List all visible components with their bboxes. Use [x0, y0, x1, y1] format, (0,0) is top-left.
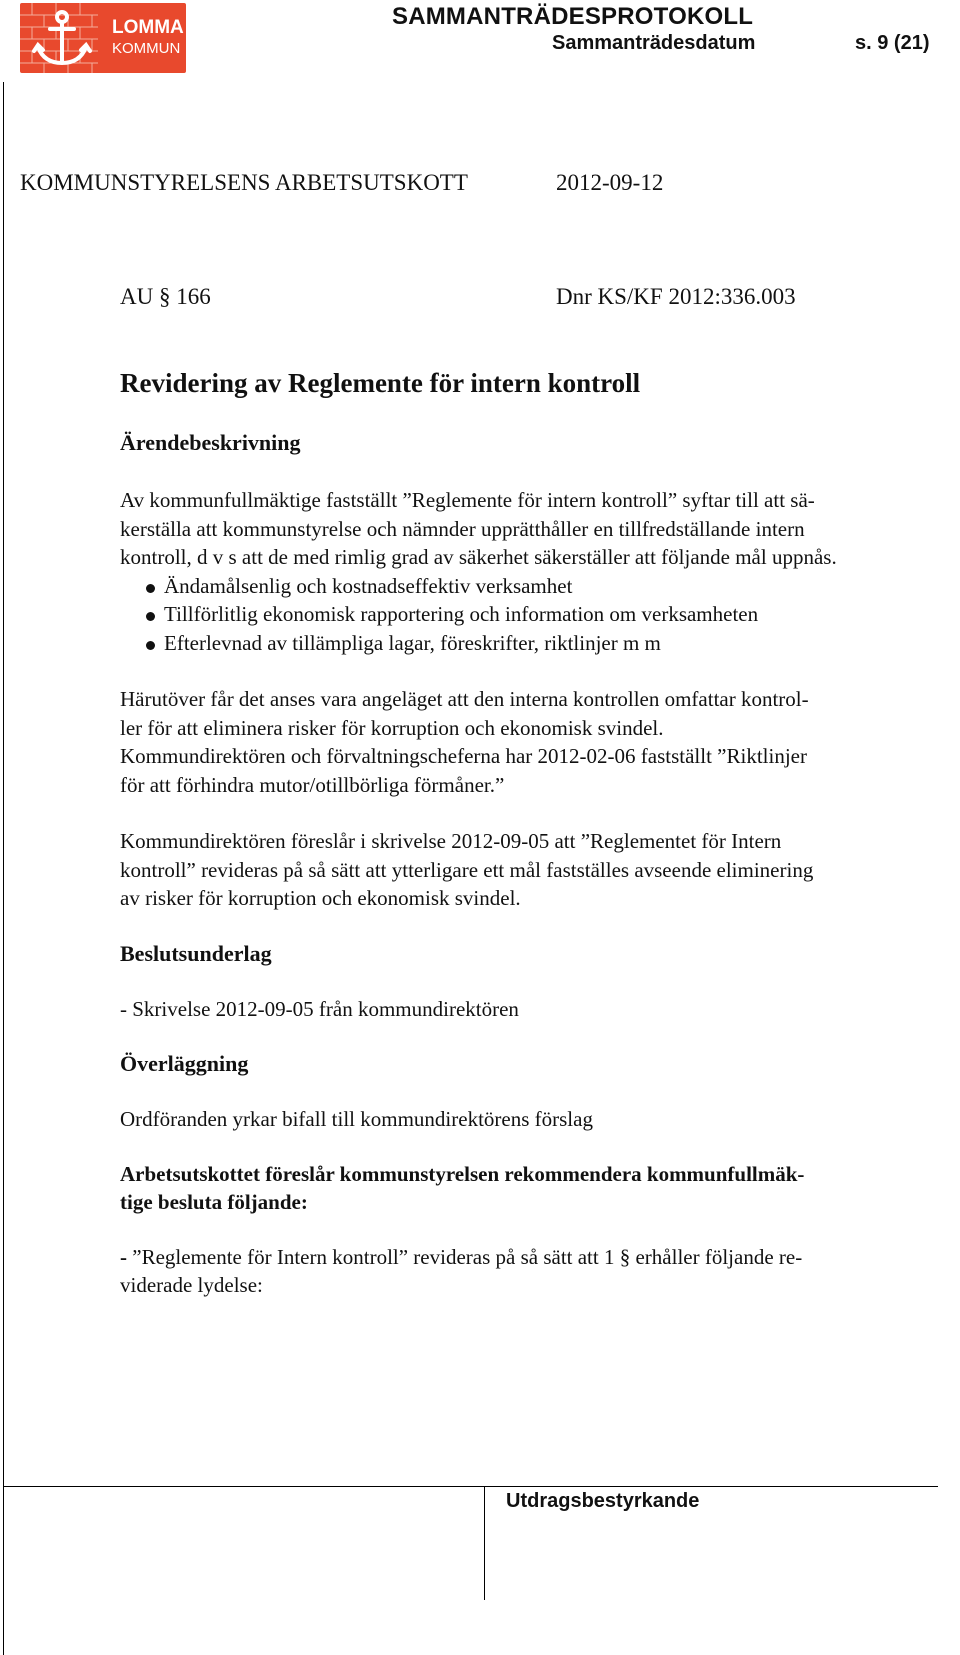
- bullet-icon: [146, 584, 155, 593]
- description-paragraph-3: Kommundirektören föreslår i skrivelse 2012-09-05 att ”Reglementet för Intern kontroll” revideras på så sätt att ytterligare ett mål fastställes avseende eliminering av risker för korruption och ekonomisk svindel.: [120, 829, 814, 910]
- bullet-icon: [146, 612, 155, 621]
- logo-graphic: [20, 3, 186, 73]
- item-title: Revidering av Reglemente för intern kontroll: [120, 368, 641, 398]
- description-heading: Ärendebeskrivning: [120, 430, 301, 455]
- list-item: Efterlevnad av tillämpliga lagar, föreskrifter, riktlinjer m m: [120, 629, 940, 658]
- committee-name: KOMMUNSTYRELSENS ARBETSUTSKOTT: [20, 170, 468, 195]
- description-paragraph-2: Härutöver får det anses vara angeläget att den interna kontrollen omfattar kontrol- ler för att eliminera risker för korruption och ekonomisk svindel. Kommundirektören och förvaltningscheferna har 2012-02-06 fastställt ”Riktlinjer för att förhindra mutor/otillbörliga förmåner.”: [120, 687, 809, 797]
- meeting-date-label: Sammanträdesdatum: [552, 32, 756, 54]
- left-border-line: [3, 82, 4, 1655]
- svg-text:KOMMUN: KOMMUN: [112, 40, 181, 57]
- footer-column-divider: [484, 1486, 485, 1600]
- decision-text: - ”Reglemente för Intern kontroll” revideras på så sätt att 1 § erhåller följande re- viderade lydelse:: [120, 1244, 803, 1297]
- deliberation-text: Ordföranden yrkar bifall till kommundirektörens förslag: [120, 1107, 593, 1131]
- bullet-icon: [146, 641, 155, 650]
- item-content: [120, 428, 940, 1300]
- list-item: Tillförlitlig ekonomisk rapportering och information om verksamheten: [120, 600, 940, 629]
- certification-label: Utdragsbestyrkande: [506, 1490, 700, 1512]
- svg-text:LOMMA: LOMMA: [112, 17, 184, 38]
- page-number: s. 9 (21): [855, 32, 930, 54]
- protocol-title: SAMMANTRÄDESPROTOKOLL: [392, 3, 754, 30]
- goal-list: [120, 572, 940, 658]
- description-paragraph-1: Av kommunfullmäktige fastställt ”Reglemente för intern kontroll” syftar till att sä- kerställa att kommunstyrelse och nämnder upprätthåller en tillfredställande intern kontroll, d v s att de med rimlig grad av säkerhet säkerställer att följande mål uppnås.: [120, 488, 837, 569]
- deliberation-heading: Överläggning: [120, 1051, 249, 1076]
- footer-divider: [3, 1486, 938, 1487]
- item-number: AU § 166: [120, 284, 211, 309]
- meeting-date: 2012-09-12: [556, 170, 664, 195]
- list-item: Ändamålsenlig och kostnadseffektiv verksamhet: [120, 572, 940, 601]
- diary-number: Dnr KS/KF 2012:336.003: [556, 284, 796, 309]
- basis-item: - Skrivelse 2012-09-05 från kommundirektören: [120, 996, 519, 1021]
- proposal-text: Arbetsutskottet föreslår kommunstyrelsen rekommendera kommunfullmäk- tige besluta följande:: [120, 1161, 805, 1214]
- lomma-kommun-logo: [20, 3, 186, 73]
- basis-heading: Beslutsunderlag: [120, 940, 272, 966]
